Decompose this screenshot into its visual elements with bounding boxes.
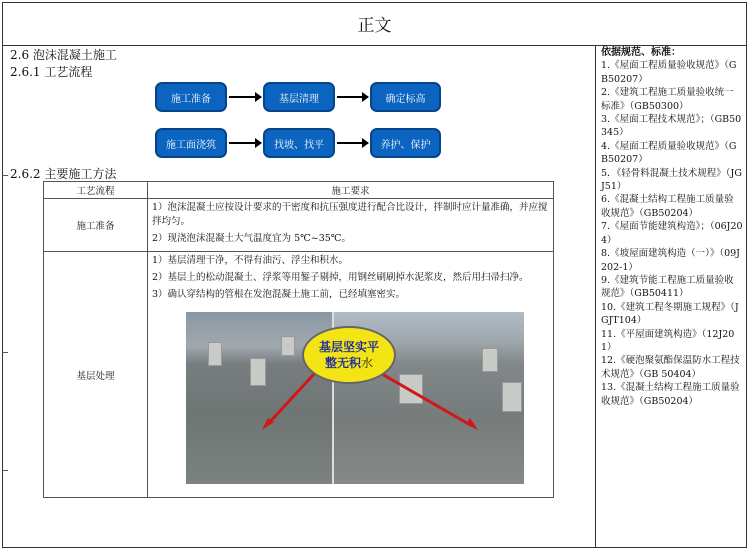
methods-table (43, 181, 554, 498)
red-arrow (382, 374, 472, 426)
flow-step-clean: 基层清理 (263, 82, 335, 112)
flow-step-pour: 施工面浇筑 (155, 128, 227, 158)
table-header-row (44, 182, 554, 199)
requirement-text: 2）现浇泡沫混凝土大气温度宜为 5℃~35℃。 (152, 233, 351, 244)
flow-step-elevation: 确定标高 (370, 82, 441, 112)
page-title: 正文 (2, 2, 747, 46)
margin-tick (2, 352, 8, 353)
section-heading-2-6-1: 2.6.1 工艺流程 (10, 65, 93, 79)
standard-item: 2.《建筑工程施工质量验收统一标准》（GB50300） (601, 87, 734, 112)
callout-bubble (302, 326, 396, 384)
requirement-text: 2）基层上的松动混凝土、浮浆等用錾子剔掉，用钢丝刷刷掉水泥浆皮，然后用扫帚扫净。 (152, 272, 529, 283)
flow-arrow (337, 96, 363, 98)
standard-item: 4.《屋面工程质量验收规范》（GB50207） (601, 140, 737, 166)
requirement-text: 1）泡沫混凝土应按设计要求的干密度和抗压强度进行配合比设计，拌制时应计量准确，并应搅拌均匀。 (152, 202, 548, 227)
margin-tick (2, 470, 8, 471)
site-photo (186, 312, 524, 484)
standard-item: 5．《轻骨料混凝土技术规程》（JGJ51） (601, 167, 742, 193)
section-heading-2-6-2: 2.6.2 主要施工方法 (10, 167, 117, 181)
standard-item: 6.《混凝土结构工程施工质量验收规范》（GB50204） (601, 194, 734, 219)
standard-item: 10.《建筑工程冬期施工规程》（JGJT104） (601, 301, 739, 327)
table-row (44, 252, 554, 498)
standard-item: 11.《平屋面建筑构造》（12J201） (601, 328, 735, 353)
flow-step-level: 找坡、找平 (263, 128, 335, 158)
column-divider (595, 45, 596, 548)
standard-item: 8.《坡屋面建筑构造（一）》（09J202-1） (601, 248, 740, 273)
table-req-cell (148, 252, 554, 498)
flow-arrow (229, 96, 256, 98)
flow-arrow (229, 142, 256, 144)
table-row (44, 199, 554, 252)
standard-item: 3.《屋面工程技术规范》；（GB50345） (601, 114, 742, 139)
table-header: 工艺流程 (44, 182, 148, 199)
table-step-cell: 基层处理 (44, 252, 148, 498)
standard-item: 12.《硬泡聚氨酯保温防水工程技术规范》（GB 50404） (601, 355, 740, 380)
requirement-text: 1）基层清理干净，不得有油污、浮尘和积水。 (152, 255, 349, 266)
flow-arrow (337, 142, 363, 144)
requirement-text: 3）确认穿结构的管根在发泡混凝土施工前，已经填塞密实。 (152, 289, 406, 300)
callout-text: 整无积 (324, 356, 361, 370)
standard-item: 13.《混凝土结构工程施工质量验收规范》（GB50204） (601, 382, 740, 407)
standards-list (601, 46, 743, 408)
callout-text: 基层坚实平 (318, 340, 379, 354)
table-req-cell (148, 199, 554, 252)
standard-item: 7.《屋面节能建筑构造》；（06J204） (601, 221, 743, 246)
standard-item: 1.《屋面工程质量验收规范》（GB50207） (601, 60, 737, 85)
red-arrow (268, 374, 314, 424)
flow-step-cure: 养护、保护 (370, 128, 441, 158)
standard-item: 9.《建筑节能工程施工质量验收规范》（GB50411） (601, 274, 734, 300)
standards-heading: 依据规范、标准： (601, 47, 681, 58)
section-heading-2-6: 2.6 泡沫混凝土施工 (10, 48, 117, 62)
flow-step-prepare: 施工准备 (155, 82, 227, 112)
callout-text-tail: 水 (361, 356, 374, 370)
table-header: 施工要求 (148, 182, 554, 199)
table-step-cell: 施工准备 (44, 199, 148, 252)
margin-tick (2, 175, 8, 176)
